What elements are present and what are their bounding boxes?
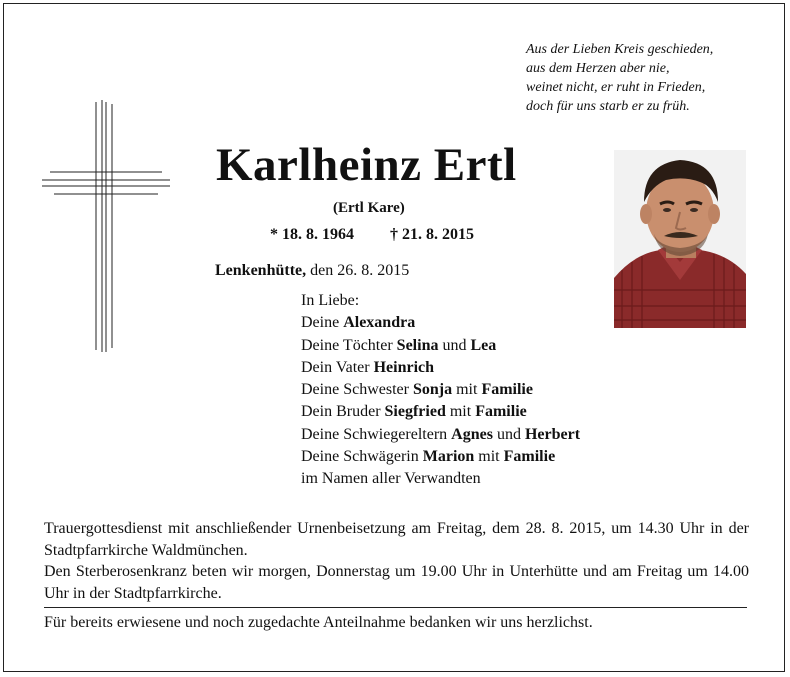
mourner-name: Heinrich	[373, 358, 435, 376]
mourner-text: mit	[445, 403, 476, 421]
funeral-service-text: Trauergottesdienst mit anschließender Urnenbeisetzung am Freitag, dem 28. 8. 2015, um 14.30 Uhr in der Stadtpfarrkirche Waldmünchen.	[44, 520, 749, 559]
portrait-photo	[614, 150, 746, 328]
thanks-text: Für bereits erwiesene und noch zugedachte Anteilnahme bedanken wir uns herzlichst.	[44, 614, 593, 631]
mourner-text: im Namen aller Verwandten	[301, 470, 481, 488]
mourner-name: Lea	[470, 336, 497, 354]
poem-line: doch für uns starb er zu früh.	[526, 99, 690, 114]
mourner-name: Familie	[481, 381, 533, 399]
mourner-line	[301, 424, 580, 446]
mourner-text: Deine Töchter	[301, 336, 397, 354]
mourner-line	[301, 446, 580, 468]
birth-date: * 18. 8. 1964	[270, 226, 354, 243]
mourner-text: Dein Bruder	[301, 403, 385, 421]
mourner-text: mit	[474, 448, 504, 466]
mourner-line	[301, 468, 580, 490]
mourner-name: Familie	[475, 403, 527, 421]
poem-line: aus dem Herzen aber nie,	[526, 61, 670, 76]
divider	[44, 607, 747, 608]
mourner-name: Marion	[422, 448, 475, 466]
mourner-text: und	[438, 336, 471, 354]
rosary-text: Den Sterberosenkranz beten wir morgen, Donnerstag um 19.00 Uhr in Unterhütte und am Freitag um 14.00 Uhr in der Stadtpfarrkirche.	[44, 563, 749, 602]
mourner-name: Siegfried	[384, 403, 446, 421]
mourner-name: Selina	[396, 336, 439, 354]
service-info	[44, 518, 749, 604]
mourner-line	[301, 401, 580, 423]
mourner-name: Alexandra	[343, 314, 416, 332]
mourner-line	[301, 335, 580, 357]
poem-line: weinet nicht, er ruht in Frieden,	[526, 80, 706, 95]
death-date: † 21. 8. 2015	[390, 226, 474, 243]
mourner-text: Dein Vater	[301, 358, 374, 376]
mourner-text: Deine Schwiegereltern	[301, 425, 452, 443]
mourner-name: Sonja	[412, 381, 453, 399]
notice-date: den 26. 8. 2015	[310, 262, 410, 279]
cross-icon	[40, 100, 172, 361]
mourner-text: mit	[452, 381, 482, 399]
life-dates	[270, 226, 474, 244]
mourner-text: Deine Schwägerin	[301, 448, 423, 466]
mourner-name: Familie	[503, 448, 556, 466]
mourner-name: Agnes	[451, 425, 493, 443]
mourners-list	[301, 290, 580, 491]
place-name: Lenkenhütte,	[215, 262, 307, 279]
mourner-name: Herbert	[524, 425, 581, 443]
mourner-line	[301, 312, 580, 334]
deceased-name: Karlheinz Ertl	[216, 139, 517, 191]
poem-line: Aus der Lieben Kreis geschieden,	[526, 42, 714, 57]
mourner-line	[301, 379, 580, 401]
poem	[526, 40, 713, 116]
mourners-intro: In Liebe:	[301, 292, 360, 309]
mourner-text: Deine Schwester	[301, 381, 413, 399]
place-date	[215, 262, 409, 280]
deceased-nickname: (Ertl Kare)	[333, 200, 405, 216]
mourner-text: und	[492, 425, 525, 443]
mourner-line	[301, 357, 580, 379]
mourner-text: Deine	[301, 314, 344, 332]
